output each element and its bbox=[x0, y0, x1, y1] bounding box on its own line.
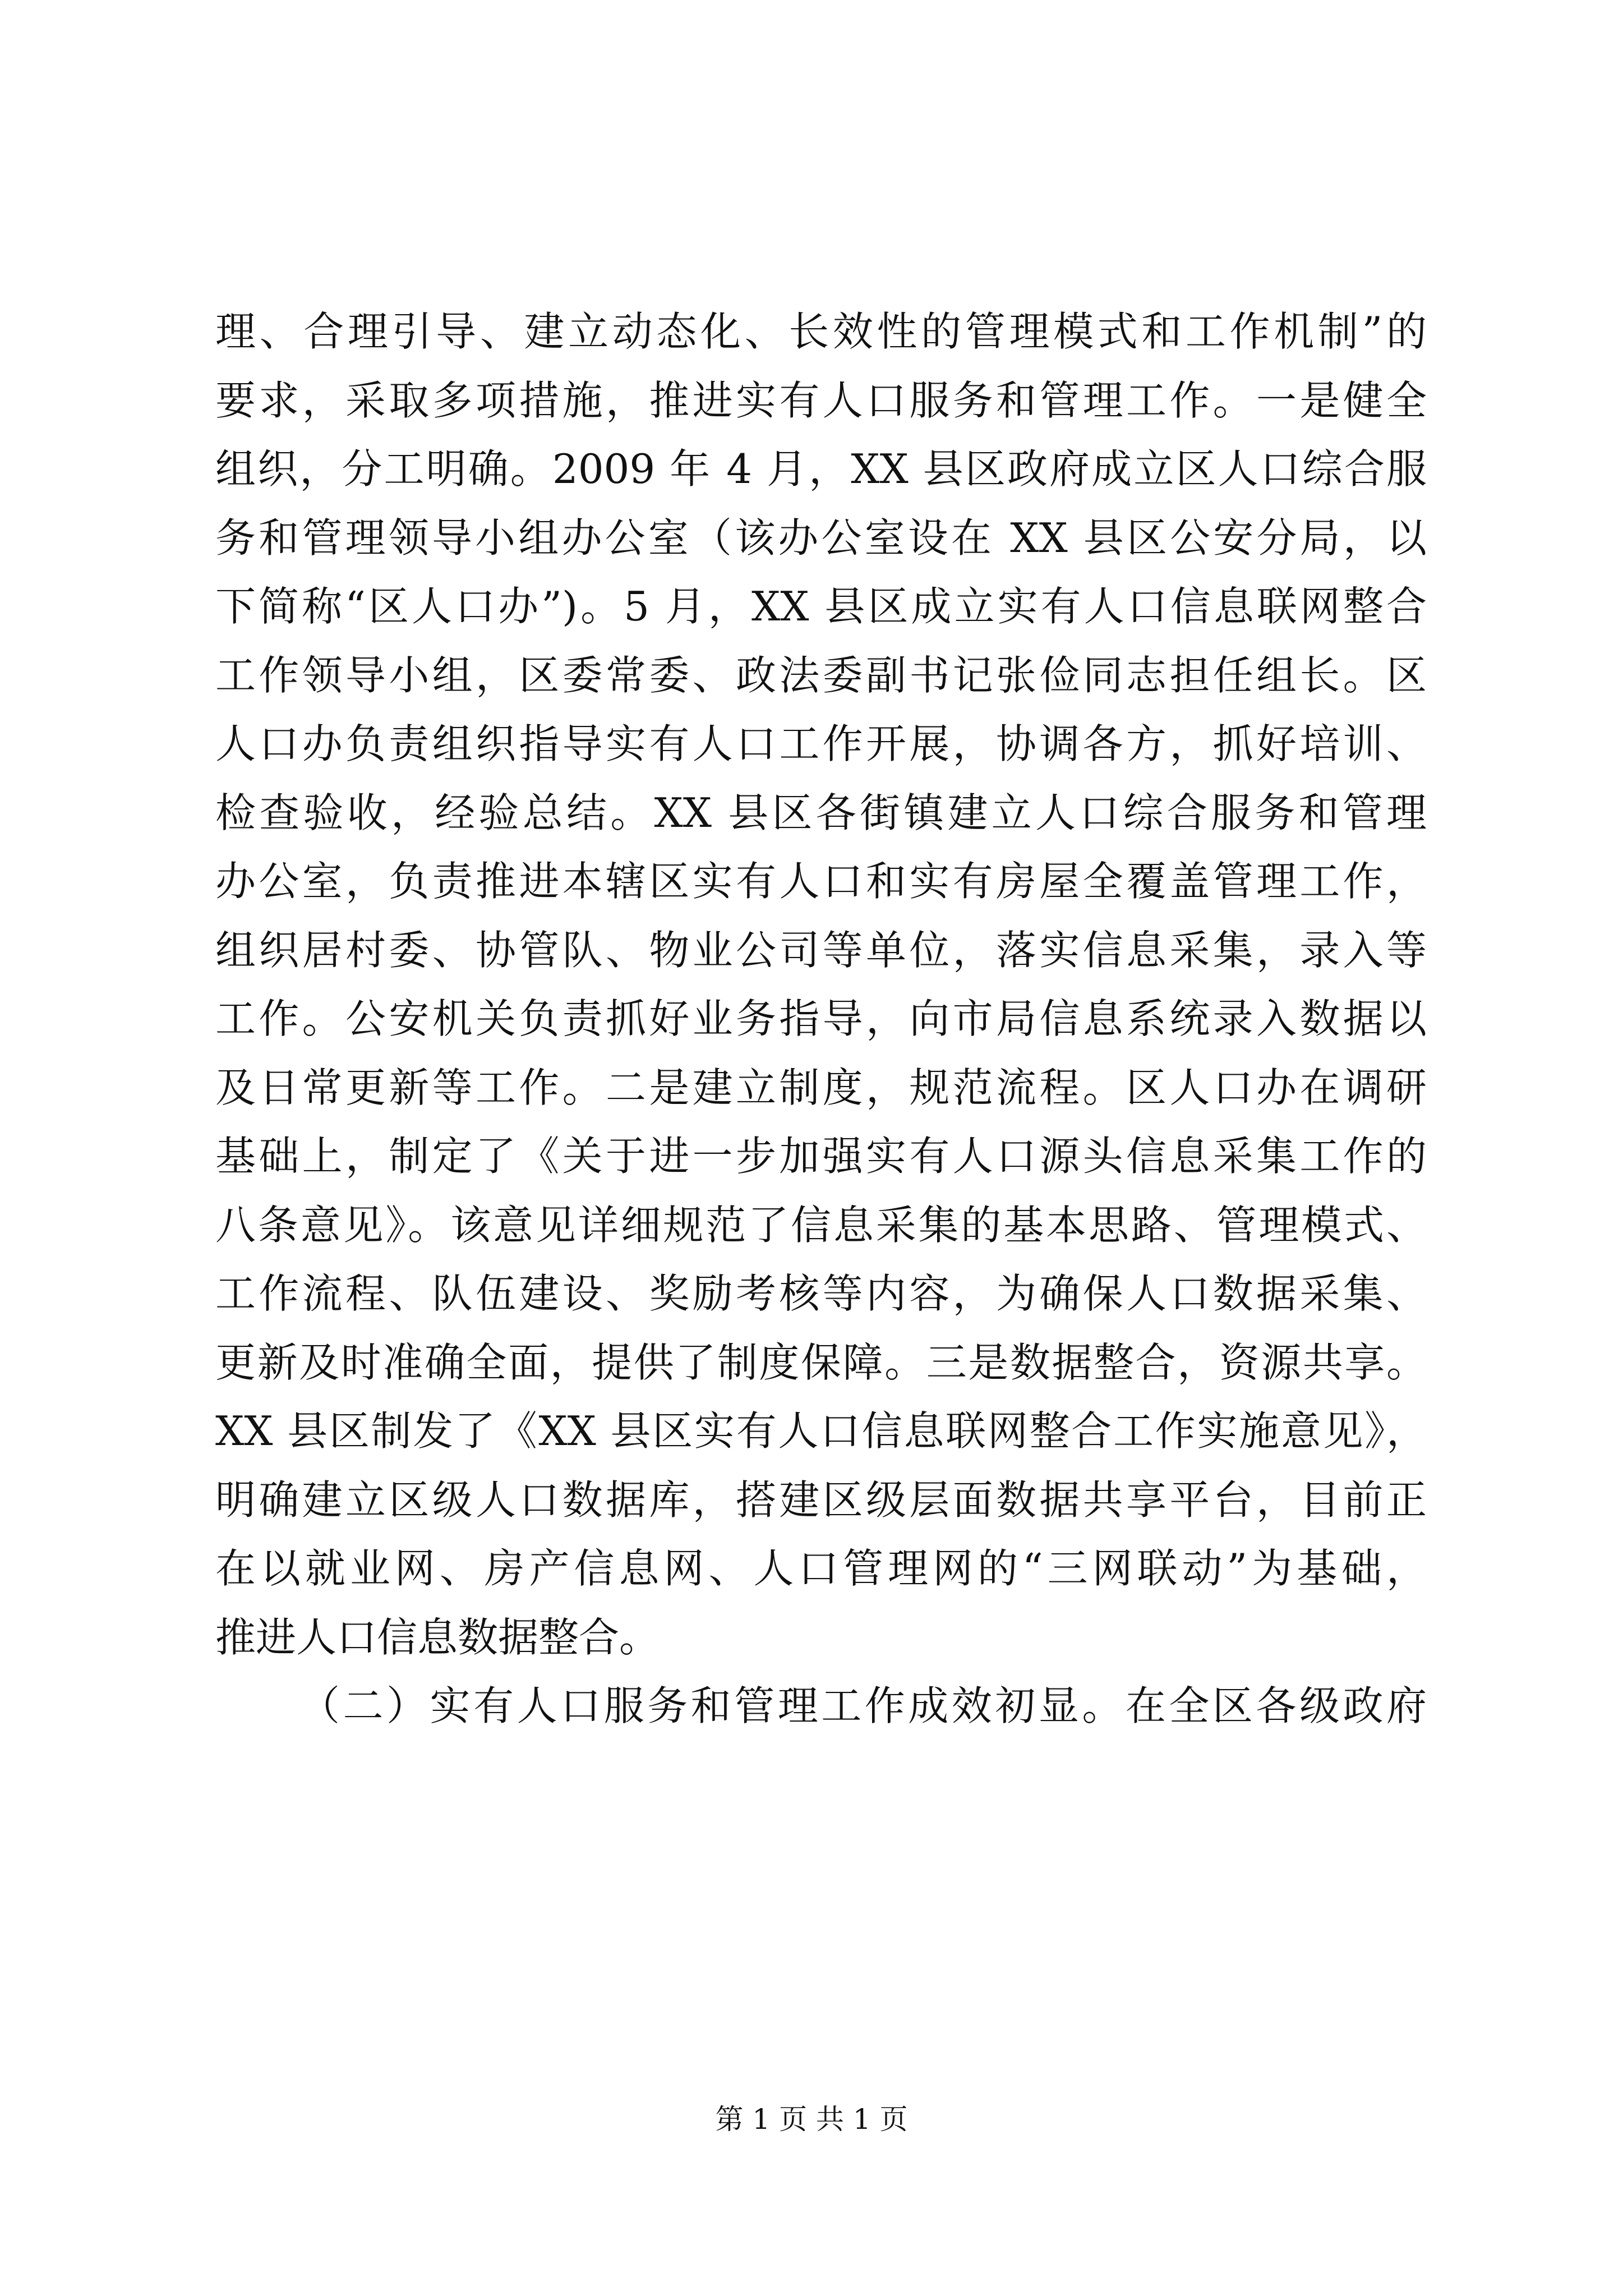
text-line: 更新及时准确全面，提供了制度保障。三是数据整合，资源共享。 bbox=[215, 1338, 1427, 1386]
text-line: 及日常更新等工作。二是建立制度，规范流程。区人口办在调研 bbox=[215, 1064, 1427, 1111]
body-text bbox=[215, 297, 1427, 1741]
text-line: 八条意见》。该意见详细规范了信息采集的基本思路、管理模式、 bbox=[215, 1201, 1427, 1249]
text-line: 推进人口信息数据整合。 bbox=[215, 1613, 660, 1661]
text-line: 组织居村委、协管队、物业公司等单位，落实信息采集，录入等 bbox=[215, 926, 1427, 974]
text-line: 工作流程、队伍建设、奖励考核等内容，为确保人口数据采集、 bbox=[215, 1270, 1427, 1317]
text-line: 要求，采取多项措施，推进实有人口服务和管理工作。一是健全 bbox=[215, 376, 1427, 424]
text-line: 人口办负责组织指导实有人口工作开展，协调各方，抓好培训、 bbox=[215, 720, 1427, 767]
text-line: XX 县区制发了《XX 县区实有人口信息联网整合工作实施意见》， bbox=[215, 1407, 1427, 1455]
text-line: 明确建立区级人口数据库，搭建区级层面数据共享平台，目前正 bbox=[215, 1476, 1427, 1524]
text-line: 理、合理引导、建立动态化、长效性的管理模式和工作机制”的 bbox=[215, 308, 1427, 355]
text-line: 基础上，制定了《关于进一步加强实有人口源头信息采集工作的 bbox=[215, 1133, 1427, 1180]
text-line: 工作领导小组，区委常委、政法委副书记张俭同志担任组长。区 bbox=[215, 651, 1427, 699]
text-line: 工作。公安机关负责抓好业务指导，向市局信息系统录入数据以 bbox=[215, 995, 1427, 1042]
text-line: 组织，分工明确。2009 年 4 月，XX 县区政府成立区人口综合服 bbox=[215, 445, 1427, 493]
text-line: 务和管理领导小组办公室（该办公室设在 XX 县区公安分局，以 bbox=[215, 514, 1427, 562]
text-line: 在以就业网、房产信息网、人口管理网的“三网联动”为基础， bbox=[215, 1545, 1427, 1592]
text-line: 办公室，负责推进本辖区实有人口和实有房屋全覆盖管理工作， bbox=[215, 858, 1427, 905]
text-line: 下简称“区人口办”)。5 月，XX 县区成立实有人口信息联网整合 bbox=[215, 583, 1427, 630]
text-line: 检查验收，经验总结。XX 县区各街镇建立人口综合服务和管理 bbox=[215, 789, 1427, 836]
page-footer: 第 1 页 共 1 页 bbox=[715, 2103, 908, 2136]
section-heading-line: （二）实有人口服务和管理工作成效初显。在全区各级政府 bbox=[299, 1682, 1427, 1729]
